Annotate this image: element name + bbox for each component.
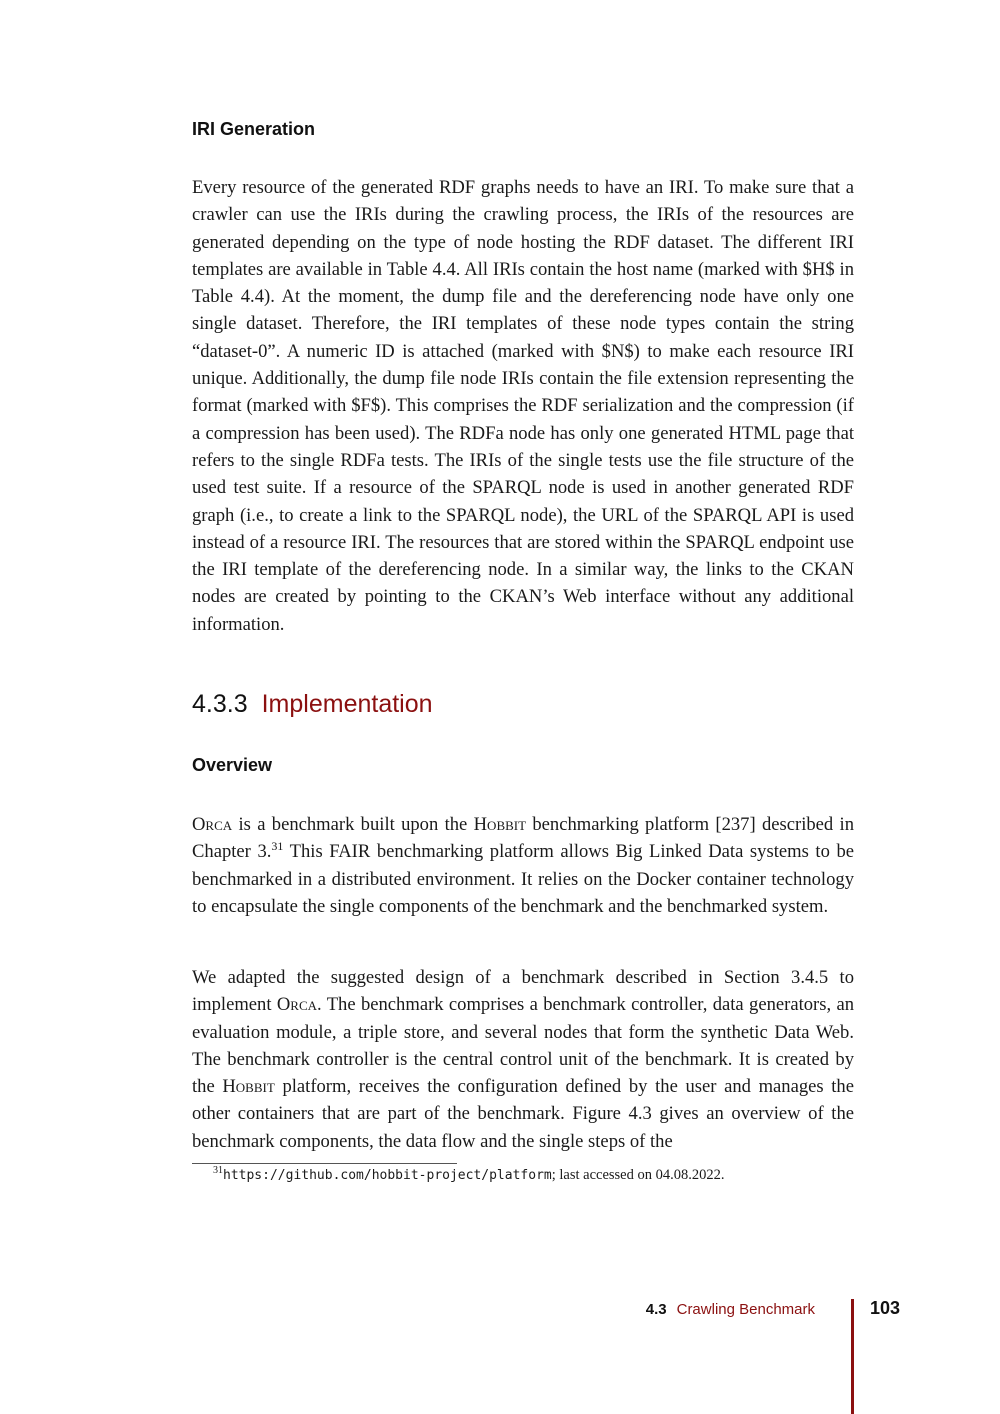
text-run: is a benchmark built upon the bbox=[232, 814, 474, 835]
text-run: This FAIR benchmarking platform allows Big Linked Data systems to be benchmarked in a distributed environment. It relies on the Docker container technology to encapsulate the single components of the benchmark and the benchmarked system. bbox=[192, 841, 854, 917]
overview-paragraph-2 bbox=[192, 964, 854, 1155]
text-run: We adapted the suggested design of a benchmark described in Section 3.4.5 to implement bbox=[192, 967, 854, 1016]
subsection-heading-overview: Overview bbox=[192, 755, 273, 775]
iri-generation-paragraph: Every resource of the generated RDF graphs needs to have an IRI. To make sure that a crawler can use the IRIs during the crawling process, the IRIs of the resources are generated depending on the type of node hosting the RDF dataset. The different IRI templates are available in Table 4.4. All IRIs contain the host name (marked with $H$ in Table 4.4). At the moment, the dump file and the dereferencing node have only one single dataset. Therefore, the IRI templates of these node types contain the string “dataset-0”. A numeric ID is attached (marked with $N$) to make each resource IRI unique. Additionally, the dump file node IRIs contain the file extension representing the format (marked with $F$). This comprises the RDF serialization and the compression (if a compression has been used). The RDFa node has only one generated HTML page that refers to the single RDFa tests. The IRIs of the single tests use the file structure of the used test suite. If a resource of the SPARQL node is used in another generated RDF graph (i.e., to create a link to the SPARQL node), the URL of the SPARQL API is used instead of a resource IRI. The resources that are stored within the SPARQL endpoint use the IRI template of the dereferencing node. In a similar way, the links to the CKAN nodes are created by pointing to the CKAN’s Web interface without any additional information. bbox=[192, 177, 854, 635]
overview-paragraph-1 bbox=[192, 811, 854, 920]
footnote bbox=[213, 1167, 725, 1184]
section-title: Implementation bbox=[261, 690, 433, 718]
text-run: platform, receives the configuration defined by the user and manages the other containers that are part of the benchmark. Figure 4.3 gives an overview of the benchmark components, the data flow and the single steps of the bbox=[192, 1076, 854, 1152]
orca-name: Orca bbox=[276, 994, 318, 1016]
page-number: 103 bbox=[870, 1298, 901, 1318]
orca-name: Orca bbox=[192, 814, 233, 835]
footnote-mark: 31 bbox=[213, 1165, 223, 1176]
footnote-reference[interactable]: 31 bbox=[271, 839, 284, 854]
section-number: 4.3.3 bbox=[192, 690, 248, 718]
footnote-url-link[interactable]: https://github.com/hobbit-project/platform bbox=[223, 1168, 552, 1183]
running-head bbox=[646, 1301, 815, 1318]
subsection-heading-iri-generation: IRI Generation bbox=[192, 119, 316, 139]
margin-bar bbox=[851, 1299, 854, 1414]
running-head-title: Crawling Benchmark bbox=[676, 1301, 815, 1318]
text-run: . The benchmark comprises a benchmark controller, data generators, an evaluation module, a triple store, and several nodes that form the synthetic Data Web. The benchmark controller is the central control unit of the benchmark. It is created by the bbox=[192, 994, 855, 1098]
section-heading bbox=[192, 690, 433, 719]
hobbit-name: Hobbit bbox=[222, 1076, 275, 1098]
hobbit-name: Hobbit bbox=[473, 814, 527, 835]
running-head-number: 4.3 bbox=[645, 1301, 667, 1318]
text-run: benchmarking platform [237] described in Chapter 3. bbox=[192, 814, 854, 863]
footnote-rule bbox=[192, 1163, 457, 1164]
footnote-text: ; last accessed on 04.08.2022. bbox=[551, 1167, 725, 1183]
